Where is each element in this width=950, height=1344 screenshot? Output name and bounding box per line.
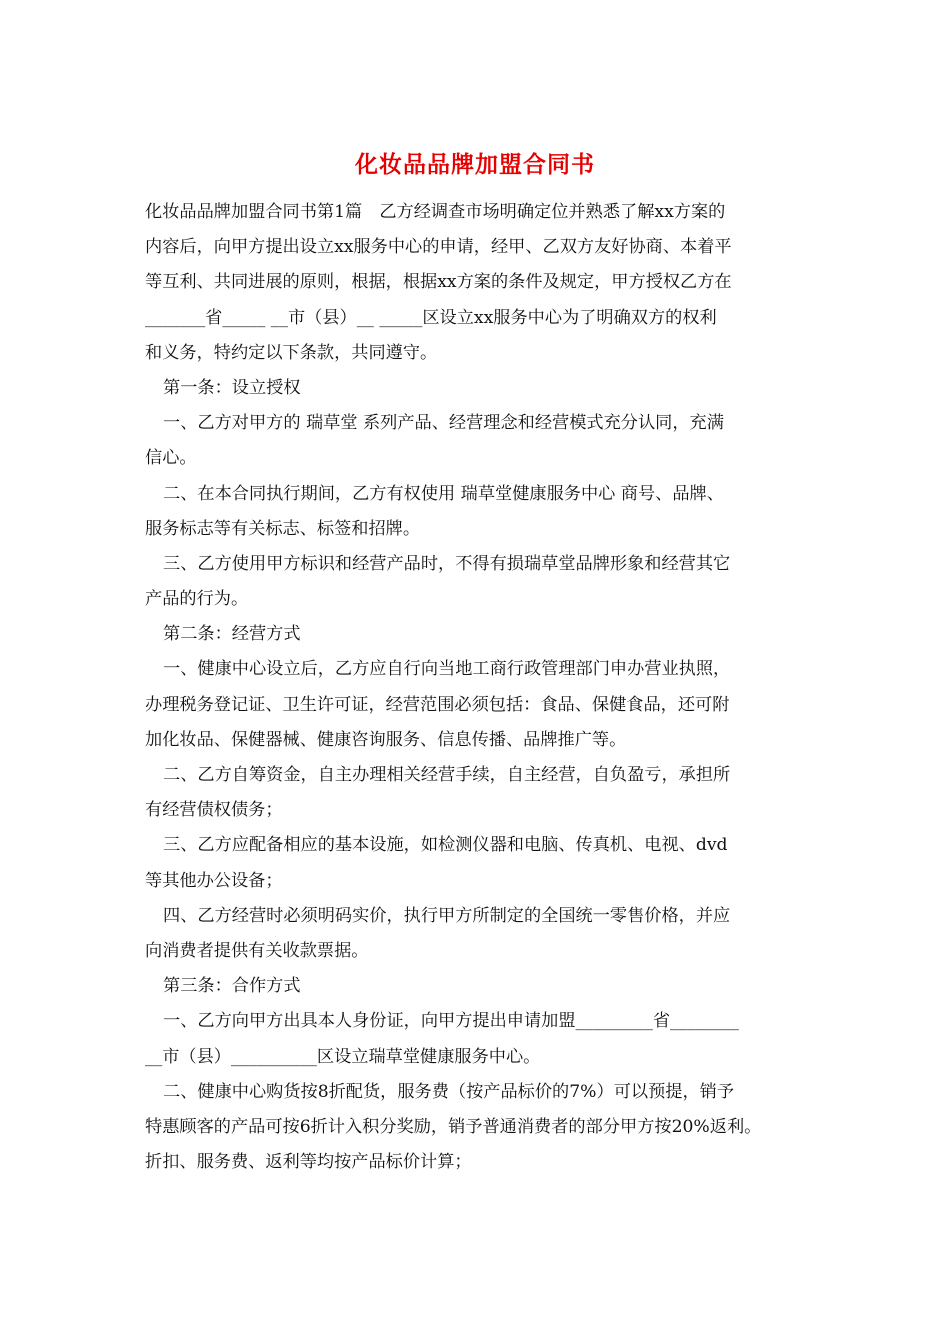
body-line: 有经营债权债务； (145, 800, 283, 821)
body-line: 产品的行为。 (145, 589, 249, 610)
body-line: 办理税务登记证、卫生许可证，经营范围必须包括：食品、保健食品，还可附 (145, 694, 730, 715)
body-line: 二、乙方自筹资金，自主办理相关经营手续，自主经营，自负盈亏，承担所 (163, 765, 731, 785)
body-line: 特惠顾客的产品可按6折计入积分奖励，销予普通消费者的部分甲方按20%返利。 (145, 1116, 762, 1137)
body-line: 信心。 (145, 448, 197, 469)
document-title: 化妆品品牌加盟合同书 (355, 151, 595, 178)
body-line: 折扣、服务费、返利等均按产品标价计算； (145, 1152, 472, 1173)
body-line: 等其他办公设备； (145, 870, 283, 891)
body-line: 和义务，特约定以下条款，共同遵守。 (145, 342, 438, 363)
body-line: 二、健康中心购货按8折配货，服务费（按产品标价的7%）可以预提，销予 (163, 1081, 735, 1102)
body-line: 服务标志等有关标志、标签和招牌。 (145, 518, 421, 539)
body-line: 内容后，向甲方提出设立xx服务中心的申请，经甲、乙双方友好协商、本着平 (145, 237, 732, 258)
body-line: _______省_____ __市（县）__ _____区设立xx服务中心为了明确双方的权利 (145, 307, 717, 328)
body-line: 等互利、共同进展的原则，根据，根据xx方案的条件及规定，甲方授权乙方在 (145, 272, 732, 293)
body-line: 第一条：设立授权 (163, 377, 301, 398)
body-line: 四、乙方经营时必须明码实价，执行甲方所制定的全国统一零售价格，并应 (163, 905, 731, 926)
body-line: 第二条：经营方式 (163, 624, 301, 645)
body-line: 向消费者提供有关收款票据。 (145, 940, 369, 961)
body-line: 化妆品品牌加盟合同书第1篇 乙方经调查市场明确定位并熟悉了解xx方案的 (145, 202, 726, 222)
body-line: 一、乙方向甲方出具本人身份证，向甲方提出申请加盟_________省________ (163, 1011, 739, 1032)
body-line: 第三条：合作方式 (163, 976, 301, 997)
body-line: __市（县）__________区设立瑞草堂健康服务中心。 (145, 1046, 541, 1067)
body-line: 二、在本合同执行期间，乙方有权使用 瑞草堂健康服务中心 商号、品牌、 (163, 483, 724, 504)
body-line: 一、乙方对甲方的 瑞草堂 系列产品、经营理念和经营模式充分认同，充满 (163, 413, 724, 434)
body-line: 三、乙方应配备相应的基本设施，如检测仪器和电脑、传真机、电视、dvd (163, 835, 728, 856)
body-line: 三、乙方使用甲方标识和经营产品时，不得有损瑞草堂品牌形象和经营其它 (163, 553, 731, 574)
body-line: 一、健康中心设立后，乙方应自行向当地工商行政管理部门申办营业执照， (163, 659, 731, 680)
document-body (145, 195, 825, 1180)
body-line: 加化妆品、保健器械、健康咨询服务、信息传播、品牌推广等。 (145, 729, 627, 750)
